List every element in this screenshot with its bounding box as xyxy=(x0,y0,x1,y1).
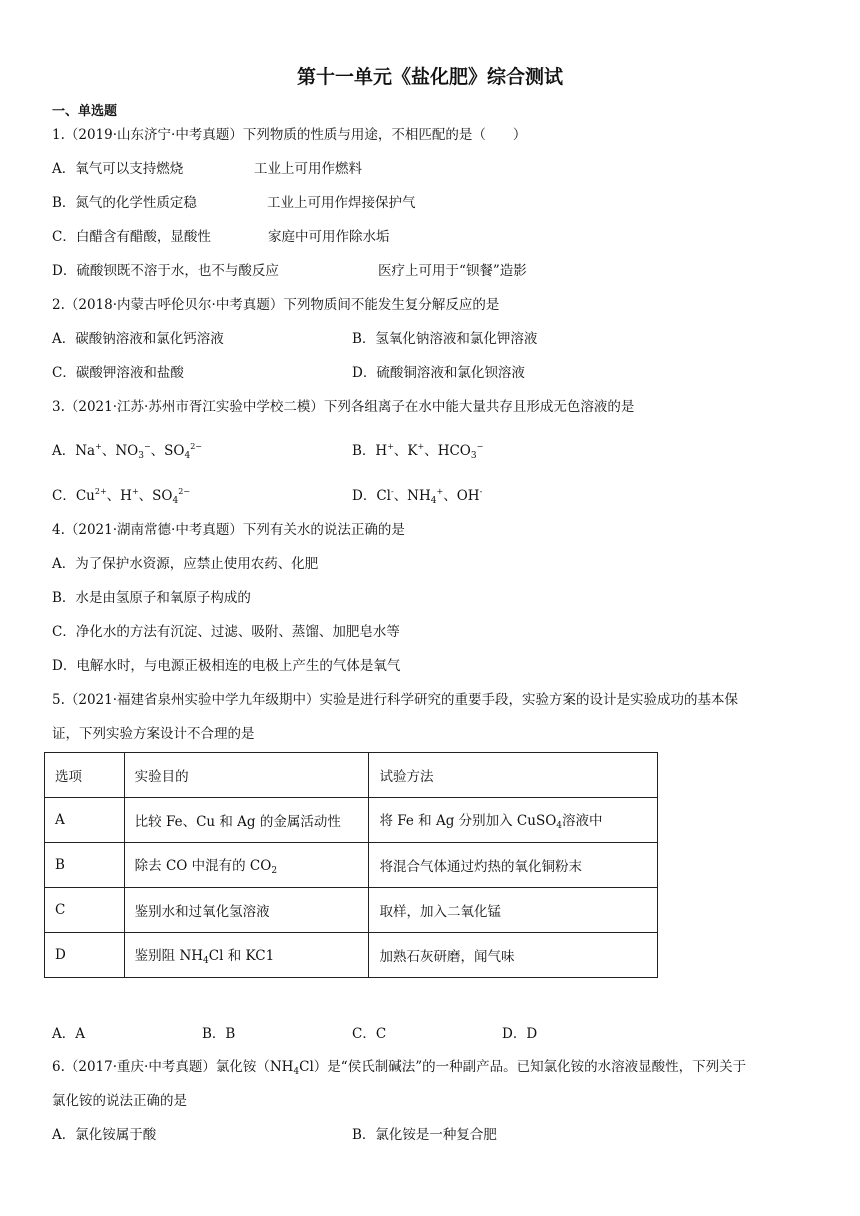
q1-option-b: B．氮气的化学性质定稳 xyxy=(52,195,197,211)
table-cell: 鉴别水和过氧化氢溶液 xyxy=(124,888,369,933)
table-cell: 鉴别阻 $NH_4Cl$ 和 KC1 xyxy=(124,933,369,978)
q6-stem-part: Cl）是“侯氏制碱法”的一种副产品。已知氯化铵的水溶液显酸性，下列关于 xyxy=(299,1059,747,1075)
q3-option-b: B．H+、K+、$HCO_3^-$ xyxy=(352,442,484,461)
q5-stem-line1: 5.（2021·福建省泉州实验中学九年级期中）实验是进行科学研究的重要手段，实验方案的设计是实验成功的基本保 xyxy=(52,692,739,708)
q5-answer-a: A．A xyxy=(52,1026,85,1042)
q3-stem: 3.（2021·江苏·苏州市胥江实验中学校二模）下列各组离子在水中能大量共存且形成无色溶液的是 xyxy=(52,399,635,415)
table-header-cell: 选项 xyxy=(45,753,125,798)
table-cell: 取样，加入二氧化锰 xyxy=(369,888,658,933)
table-row xyxy=(45,843,658,888)
q2-option-c: C．碳酸钾溶液和盐酸 xyxy=(52,365,184,381)
table-header-cell: 试验方法 xyxy=(369,753,658,798)
table-cell: 将 Fe 和 Ag 分别加入 CuSO$_4$溶液中 xyxy=(369,798,658,843)
q1-option-a: A．氧气可以支持燃烧 xyxy=(52,161,184,177)
q6-stem-part: 6.（2017·重庆·中考真题）氯化铵（NH xyxy=(52,1059,294,1075)
table-header-row xyxy=(45,753,658,798)
q2-option-b: B．氢氧化钠溶液和氯化钾溶液 xyxy=(352,331,538,347)
q3-option-d: D．Cl-、$NH_4^+$、OH- xyxy=(352,487,483,506)
cell-text: 溶液中 xyxy=(562,813,603,829)
q4-stem: 4.（2021·湖南常德·中考真题）下列有关水的说法正确的是 xyxy=(52,522,405,538)
q5-answer-d: D．D xyxy=(502,1026,538,1042)
table-row xyxy=(45,933,658,978)
q1-option-a-use: 工业上可用作燃料 xyxy=(254,161,362,177)
table-cell: 加熟石灰研磨，闻气味 xyxy=(369,933,658,978)
cell-text: 将 Fe 和 Ag 分别加入 CuSO xyxy=(379,813,557,829)
section-heading: 一、单选题 xyxy=(52,104,118,119)
q1-option-d-use: 医疗上可用于“钡餐”造影 xyxy=(378,263,527,279)
q4-option-c: C．净化水的方法有沉淀、过滤、吸附、蒸馏、加肥皂水等 xyxy=(52,624,400,640)
q1-option-b-use: 工业上可用作焊接保护气 xyxy=(267,195,416,211)
table-cell: 除去 CO 中混有的 $CO_2$ xyxy=(124,843,369,888)
table-row xyxy=(45,888,658,933)
q2-option-d: D．硫酸铜溶液和氯化钡溶液 xyxy=(352,365,525,381)
q6-stem-line2: 氯化铵的说法正确的是 xyxy=(52,1093,187,1109)
q2-stem: 2.（2018·内蒙古呼伦贝尔·中考真题）下列物质间不能发生复分解反应的是 xyxy=(52,297,500,313)
table-cell: 比较 Fe、Cu 和 Ag 的金属活动性 xyxy=(124,798,369,843)
cell-text: 除去 CO 中混有的 CO xyxy=(134,858,272,874)
q1-stem: 1.（2019·山东济宁·中考真题）下列物质的性质与用途，不相匹配的是（ ） xyxy=(52,127,527,143)
table-row xyxy=(45,798,658,843)
q4-option-b: B．水是由氢原子和氧原子构成的 xyxy=(52,590,251,606)
q5-answer-c: C．C xyxy=(352,1026,387,1042)
cell-text: 鉴别阻 NH xyxy=(134,948,204,964)
page-title: 第十一单元《盐化肥》综合测试 xyxy=(296,66,563,88)
table-cell: D xyxy=(45,933,125,978)
q1-option-c: C．白醋含有醋酸，显酸性 xyxy=(52,229,211,245)
experiment-table xyxy=(44,752,658,978)
table-cell: B xyxy=(45,843,125,888)
table-cell: C xyxy=(45,888,125,933)
q6-option-b: B．氯化铵是一种复合肥 xyxy=(352,1127,497,1143)
q3-option-c: C．$Cu^{2+}$、H+、$SO_4^{2-}$ xyxy=(52,487,190,506)
q2-option-a: A．碳酸钠溶液和氯化钙溶液 xyxy=(52,331,224,347)
q6-stem-line1: 6.（2017·重庆·中考真题）氯化铵$(NH_4Cl)$是“侯氏制碱法”的一种副产品。已知氯化铵的水溶液显酸性，下列关于 xyxy=(52,1059,747,1077)
q3-option-a: A．Na+、$NO_3^-$、$SO_4^{2-}$ xyxy=(52,442,203,461)
table-cell: A xyxy=(45,798,125,843)
q1-option-c-use: 家庭中可用作除水垢 xyxy=(268,229,390,245)
cell-text: Cl 和 KC1 xyxy=(208,948,275,964)
q4-option-d: D．电解水时，与电源正极相连的电极上产生的气体是氧气 xyxy=(52,658,401,674)
q5-answer-b: B．B xyxy=(202,1026,236,1042)
q5-stem-line2: 证，下列实验方案设计不合理的是 xyxy=(52,726,255,742)
q4-option-a: A．为了保护水资源，应禁止使用农药、化肥 xyxy=(52,556,319,572)
table-header-cell: 实验目的 xyxy=(124,753,369,798)
table-cell: 将混合气体通过灼热的氧化铜粉末 xyxy=(369,843,658,888)
q6-option-a: A．氯化铵属于酸 xyxy=(52,1127,157,1143)
q1-option-d: D．硫酸钡既不溶于水，也不与酸反应 xyxy=(52,263,279,279)
